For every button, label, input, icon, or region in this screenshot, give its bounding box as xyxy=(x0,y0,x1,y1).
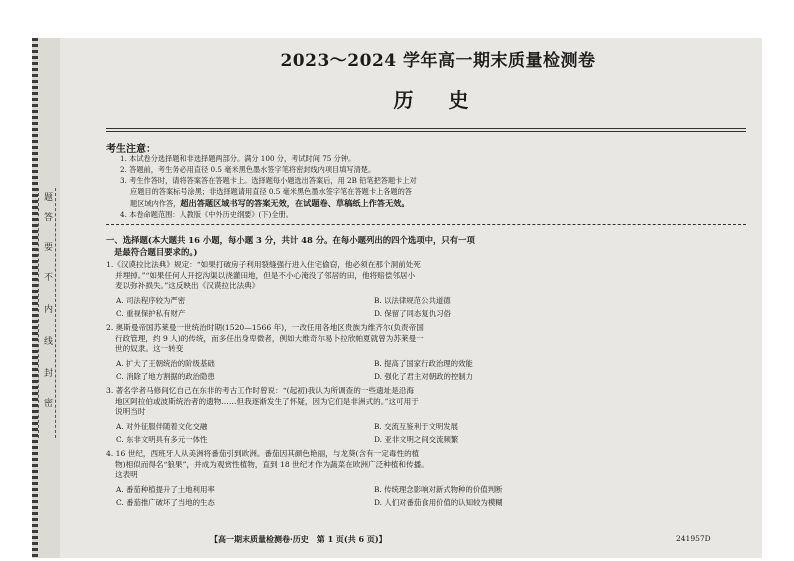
exam-paper-photo xyxy=(32,38,762,558)
margin-label: 不 xyxy=(42,272,52,281)
notice-item: 4. 本卷命题范围：人教版《中外历史纲要》(下)全册。 xyxy=(120,210,293,219)
question-line: 3. 著名学者马修间忆自己在东非的考古工作时曾说：“(起初)我认为所调查的一些遗址是沿海 xyxy=(106,386,415,395)
notice-heading: 考生注意： xyxy=(106,144,156,155)
margin-label: 答 xyxy=(42,212,52,221)
option: C. 东非文明具有多元一体性 xyxy=(116,435,208,444)
notice-item: 1. 本试卷分选择题和非选择题两部分。满分 100 分，考试时间 75 分钟。 xyxy=(120,154,356,163)
notice-item: 应题目的答案标号涂黑；非选择题请用直径 0.5 毫米黑色墨水签字笔在答题卡上各题的答 xyxy=(130,187,412,196)
option: C. 重视保护私有财产 xyxy=(116,309,186,318)
notice-divider xyxy=(106,224,746,225)
exam-title: 2023～2024 学年高一期末质量检测卷 xyxy=(280,51,596,71)
section-heading-line: 是最符合题目要求的。) xyxy=(114,247,198,257)
option: B. 传统理念影响对新式物种的价值判断 xyxy=(374,485,503,494)
question-3 xyxy=(106,386,736,418)
question-line: 世的奴隶。这一转变 xyxy=(115,344,184,354)
option: D. 保留了同态复仇习俗 xyxy=(374,309,451,318)
margin-label: 内 xyxy=(42,304,52,313)
paper-code: 241957D xyxy=(676,534,711,543)
question-line: 物)相似而得名“狼果”，并成为观赏性植物，直到 18 世纪才作为蔬菜在欧洲广泛种植和传播。 xyxy=(115,459,429,469)
margin-label: 线 xyxy=(42,336,52,345)
question-line: 1.《汉谟拉比法典》规定：“如果打破房子利用裂缝强行进入住宅偷窃，他必须在那个洞前处死 xyxy=(106,260,421,269)
option: A. 对外征服伴随着文化交融 xyxy=(116,422,208,431)
section-heading xyxy=(106,234,746,258)
margin-label: 题 xyxy=(42,192,52,201)
question-line: 2. 奥斯曼帝国苏莱曼一世统治时期(1520—1566 年)，一改任用各地区贵族为维齐尔(负责帝国 xyxy=(106,323,424,332)
section-heading-line: 一、选择题(本大题共 16 小题，每小题 3 分，共计 48 分。在每小题列出的四个选项中，只有一项 xyxy=(106,235,475,245)
option: A. 扩大了王朝统治的阶级基础 xyxy=(116,359,215,368)
subject-title: 历 史 xyxy=(393,88,483,112)
notice-item-3-end xyxy=(130,198,750,209)
option: D. 强化了君主对朝政的控制力 xyxy=(374,372,474,381)
question-line: 地区阿拉伯或波斯统治者的遗物……但我逐渐发生了怀疑，因为它们是非洲式的。”这可用于 xyxy=(115,396,419,406)
margin-label: 密 xyxy=(42,398,52,407)
notice-item: 2. 答题前，考生务必用直径 0.5 毫米黑色墨水签字笔将密封线内项目填写清楚。 xyxy=(120,165,376,174)
option: B. 以法律规范公共道德 xyxy=(374,296,451,305)
notice-item-3-prefix: 题区域内作答， xyxy=(130,199,181,208)
option: D. 人们对番茄食用价值的认知较为模糊 xyxy=(374,498,503,507)
option: D. 亚非文明之间交流频繁 xyxy=(374,435,459,444)
binding-margin xyxy=(32,38,60,558)
header-rule-thin xyxy=(106,131,746,132)
option: C. 消除了地方割据的政治隐患 xyxy=(116,372,215,381)
question-4 xyxy=(106,449,736,481)
question-line: 说明当时 xyxy=(115,407,146,417)
question-line: 并埋掉。”“如果任何人开挖沟渠以浇灌田地，但是不小心淹没了邻居的田，他将赔偿邻居小 xyxy=(115,270,416,280)
notice-item: 3. 考生作答时，请将答案答在答题卡上。选择题每小题选出答案后，用 2B 铅笔把答题卡上对 xyxy=(120,176,417,185)
option: B. 提高了国家行政治理的效能 xyxy=(374,359,473,368)
question-2 xyxy=(106,323,736,355)
option: C. 番茄推广破坏了当地的生态 xyxy=(116,498,215,507)
question-1 xyxy=(106,260,736,292)
notice-item-3-warning: 超出答题区域书写的答案无效，在试题卷、草稿纸上作答无效。 xyxy=(180,198,410,208)
question-line: 麦以弥补损失。”这反映出《汉谟拉比法典》 xyxy=(115,281,260,291)
margin-label: 封 xyxy=(42,368,52,377)
question-line: 这表明 xyxy=(115,470,138,480)
question-line: 4. 16 世纪，西班牙人从美洲将番茄引到欧洲。番茄因其颜色艳丽，与龙葵(含有一定毒性的植 xyxy=(106,449,420,458)
question-line: 行政管理，约 9 人)的传统，而多任出身卑微者，例如大维奇尔易卜拉欣帕夏就曾为苏莱曼一 xyxy=(115,333,424,343)
option: A. 番茄种植提升了土地利用率 xyxy=(116,485,215,494)
page-footer: 【高一期末质量检测卷·历史 第 1 页(共 6 页)】 xyxy=(210,534,387,544)
header-rule xyxy=(106,128,746,129)
option: B. 交流互鉴利于文明发展 xyxy=(374,422,459,431)
margin-label: 要 xyxy=(42,242,52,251)
option: A. 司法程序较为严密 xyxy=(116,296,186,305)
